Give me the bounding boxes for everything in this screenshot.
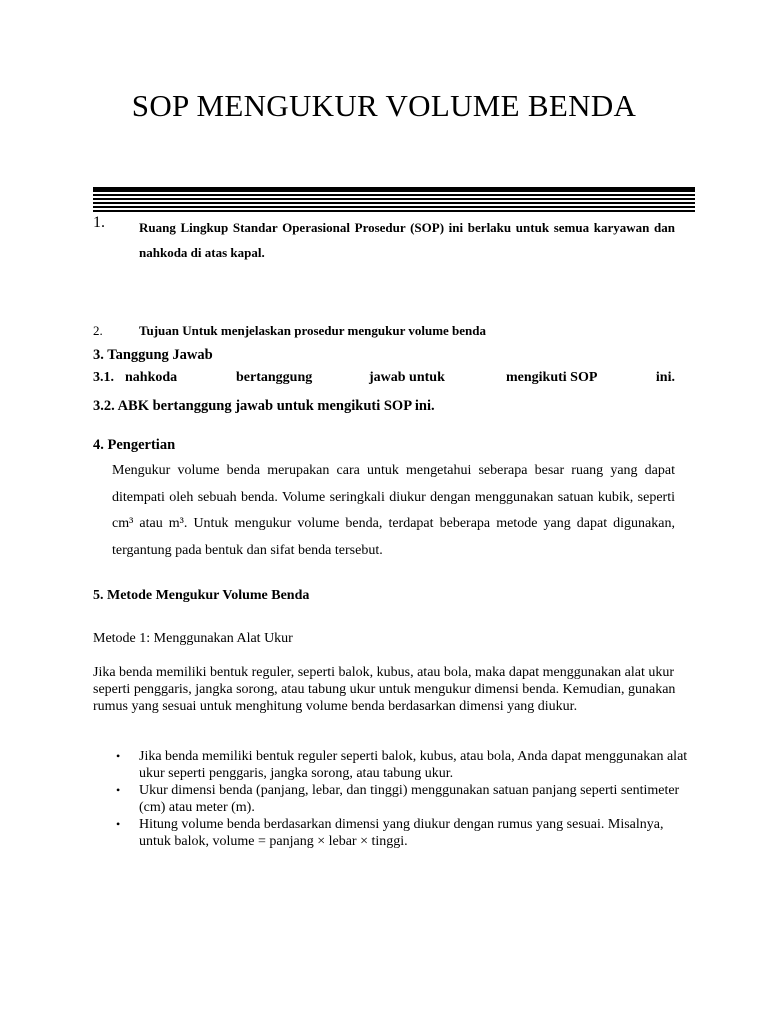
section-3-heading: 3. Tanggung Jawab (93, 347, 213, 363)
section-1-text: Ruang Lingkup Standar Operasional Prosedur (SOP) ini berlaku untuk semua karyawan dan nahkoda di atas kapal. (139, 220, 675, 260)
list-item-text: Ukur dimensi benda (panjang, lebar, dan tinggi) menggunakan satuan panjang seperti sentimeter (cm) atau meter (m). (139, 783, 680, 815)
title-divider-rule (93, 187, 695, 213)
bullet-icon: • (116, 749, 121, 763)
item-1-word: ini. (655, 370, 675, 385)
section-4-heading: 4. Pengertian (93, 437, 176, 453)
list-item (112, 748, 692, 782)
section-5-heading: 5. Metode Mengukur Volume Benda (93, 588, 310, 603)
bullet-icon: • (116, 783, 121, 797)
section-4-paragraph: Mengukur volume benda merupakan cara untuk mengetahui seberapa besar ruang yang dapat ditempati oleh sebuah benda. Volume seringkali diukur dengan menggunakan satuan kubik, seperti cm³ atau m³. Untuk mengukur volume benda, terdapat beberapa metode yang dapat digunakan, tergantung pada bentuk dan sifat benda tersebut. (112, 463, 675, 558)
section-3-item-1 (93, 370, 675, 390)
method-1-paragraph: Jika benda memiliki bentuk reguler, seperti balok, kubus, atau bola, maka dapat menggunakan alat ukur seperti penggaris, jangka sorong, atau tabung ukur untuk mengukur dimensi benda. Kemudian, gunakan rumus yang sesuai untuk menghitung volume benda berdasarkan dimensi yang diukur. (93, 665, 676, 714)
section-2-text: Tujuan Untuk menjelaskan prosedur mengukur volume benda (139, 323, 487, 338)
section-2-number: 2. (93, 323, 103, 338)
document-title: SOP MENGUKUR VOLUME BENDA (131, 88, 637, 123)
item-1-word: jawab untuk (369, 370, 445, 385)
item-1-word: bertanggung (236, 370, 313, 385)
list-item (112, 816, 692, 850)
list-item-text: Hitung volume benda berdasarkan dimensi yang diukur dengan rumus yang sesuai. Misalnya, untuk balok, volume = panjang × lebar × tinggi. (139, 817, 664, 849)
section-3-item-2: 3.2. ABK bertanggung jawab untuk mengikuti SOP ini. (93, 398, 435, 414)
bullet-icon: • (116, 817, 121, 831)
list-item (112, 782, 692, 816)
item-1-number: 3.1. (93, 370, 114, 385)
list-item-text: Jika benda memiliki bentuk reguler seperti balok, kubus, atau bola, Anda dapat menggunakan alat ukur seperti penggaris, jangka sorong, atau tabung ukur. (139, 749, 688, 781)
section-1-number: 1. (93, 214, 105, 231)
item-1-word: nahkoda (125, 370, 178, 385)
item-1-word: mengikuti SOP (506, 370, 598, 385)
method-1-title: Metode 1: Menggunakan Alat Ukur (93, 631, 293, 646)
method-1-bullet-list (112, 748, 692, 850)
